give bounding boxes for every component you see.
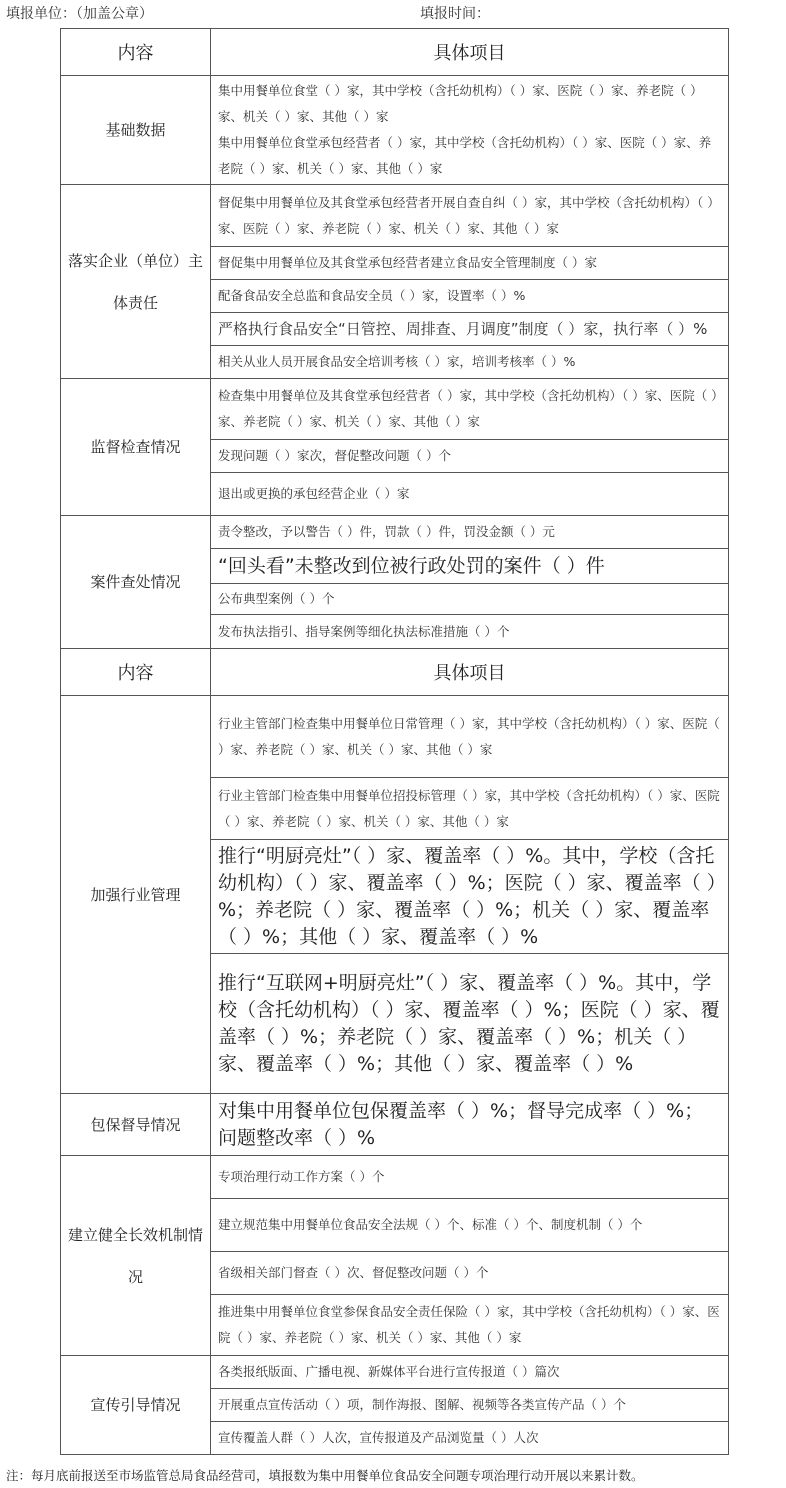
item-text: 检查集中用餐单位及其食堂承包经营者（ ）家，其中学校（含托幼机构）（ ）家、医院（ ）家、养老院（ ）家、机关（ ）家、其他（ ）家 — [211, 379, 729, 440]
item-text: 开展重点宣传活动（ ）项，制作海报、图解、视频等各类宣传产品（ ）个 — [211, 1389, 729, 1422]
item-text: 发现问题（ ）家次，督促整改问题（ ）个 — [211, 440, 729, 473]
item-text: 严格执行食品安全“日管控、周排查、月调度”制度（ ）家，执行率（ ）% — [211, 313, 729, 346]
item-text: 推行“互联网+明厨亮灶”（ ）家、覆盖率（ ）%。其中，学校（含托幼机构）（ ）家、覆盖率（ ）%；医院（ ）家、覆盖率（ ）%；养老院（ ）家、覆盖率（ ）%；机关（ ）家、覆盖率（ ）%；其他（ ）家、覆盖率（ ）% — [211, 954, 729, 1094]
item-text: 公布典型案例（ ）个 — [211, 584, 729, 615]
item-text: 专项治理行动工作方案（ ）个 — [211, 1156, 729, 1199]
table-row — [61, 76, 729, 185]
item-text: 集中用餐单位食堂承包经营者（ ）家，其中学校（含托幼机构）（ ）家、医院（ ）家、养老院（ ）家、机关（ ）家、其他（ ）家 — [218, 135, 712, 176]
item-text: 退出或更换的承包经营企业（ ）家 — [211, 473, 729, 516]
item-text: 相关从业人员开展食品安全培训考核（ ）家，培训考核率（ ）% — [211, 346, 729, 379]
item-text: 宣传覆盖人群（ ）人次，宣传报道及产品浏览量（ ）人次 — [211, 1422, 729, 1455]
item-text: 督促集中用餐单位及其食堂承包经营者建立食品安全管理制度（ ）家 — [211, 247, 729, 280]
table-row — [61, 1156, 729, 1199]
item-text: 推行“明厨亮灶”（ ）家、覆盖率（ ）%。其中，学校（含托幼机构）（ ）家、覆盖率（ ）%；医院（ ）家、覆盖率（ ）%；养老院（ ）家、覆盖率（ ）%；机关（ ）家、覆盖率（ ）%；其他（ ）家、覆盖率（ ）% — [211, 840, 729, 954]
table-row — [61, 696, 729, 778]
table-row — [61, 1094, 729, 1156]
table-header-row — [61, 649, 729, 696]
category-industry-management: 加强行业管理 — [61, 696, 211, 1094]
item-text: “回头看”未整改到位被行政处罚的案件（ ）件 — [211, 549, 729, 584]
header-items: 具体项目 — [211, 29, 729, 76]
item-text: 行业主管部门检查集中用餐单位日常管理（ ）家，其中学校（含托幼机构）（ ）家、医院（ ）家、养老院（ ）家、机关（ ）家、其他（ ）家 — [211, 696, 729, 778]
table-row — [61, 516, 729, 549]
table-header-row — [61, 29, 729, 76]
category-case-handling: 案件查处情况 — [61, 516, 211, 649]
item-text: 发布执法指引、指导案例等细化执法标准措施（ ）个 — [211, 615, 729, 649]
footnote: 注：每月底前报送至市场监管总局食品经营司，填报数为集中用餐单位食品安全问题专项治理行动开展以来累计数。 — [6, 1468, 644, 1483]
category-publicity: 宣传引导情况 — [61, 1356, 211, 1455]
item-text: 责令整改，予以警告（ ）件，罚款（ ）件，罚没金额（ ）元 — [211, 516, 729, 549]
category-oversight: 包保督导情况 — [61, 1094, 211, 1156]
item-text: 督促集中用餐单位及其食堂承包经营者开展自查自纠（ ）家，其中学校（含托幼机构）（ ）家、医院（ ）家、养老院（ ）家、机关（ ）家、其他（ ）家 — [211, 185, 729, 247]
item-text: 建立规范集中用餐单位食品安全法规（ ）个、标准（ ）个、制度机制（ ）个 — [211, 1199, 729, 1252]
header-content: 内容 — [61, 649, 211, 696]
item-text: 配备食品安全总监和食品安全员（ ）家，设置率（ ）% — [211, 280, 729, 313]
fill-unit-label: 填报单位：（加盖公章） — [6, 6, 153, 22]
header-content: 内容 — [61, 29, 211, 76]
category-basic-data: 基础数据 — [61, 76, 211, 185]
category-supervision: 监督检查情况 — [61, 379, 211, 516]
item-text: 行业主管部门检查集中用餐单位招投标管理（ ）家，其中学校（含托幼机构）（ ）家、医院（ ）家、养老院（ ）家、机关（ ）家、其他（ ）家 — [211, 778, 729, 840]
report-table — [60, 28, 729, 1455]
header-items: 具体项目 — [211, 649, 729, 696]
item-text: 各类报纸版面、广播电视、新媒体平台进行宣传报道（ ）篇次 — [211, 1356, 729, 1389]
item-cell — [211, 76, 729, 185]
item-text: 省级相关部门督查（ ）次、督促整改问题（ ）个 — [211, 1252, 729, 1295]
table-row — [61, 1356, 729, 1389]
fill-time-label: 填报时间： — [420, 6, 490, 22]
category-long-term-mechanism: 建立健全长效机制情况 — [61, 1156, 211, 1356]
table-row — [61, 379, 729, 440]
item-text: 推进集中用餐单位食堂参保食品安全责任保险（ ）家，其中学校（含托幼机构）（ ）家、医院（ ）家、养老院（ ）家、机关（ ）家、其他（ ）家 — [211, 1295, 729, 1356]
item-text: 对集中用餐单位包保覆盖率（ ）%；督导完成率（ ）%；问题整改率（ ）% — [211, 1094, 729, 1156]
category-entity-responsibility: 落实企业（单位）主体责任 — [61, 185, 211, 379]
item-text: 集中用餐单位食堂（ ）家，其中学校（含托幼机构）（ ）家、医院（ ）家、养老院（ ）家、机关（ ）家、其他（ ）家 — [218, 83, 703, 124]
table-row — [61, 185, 729, 247]
